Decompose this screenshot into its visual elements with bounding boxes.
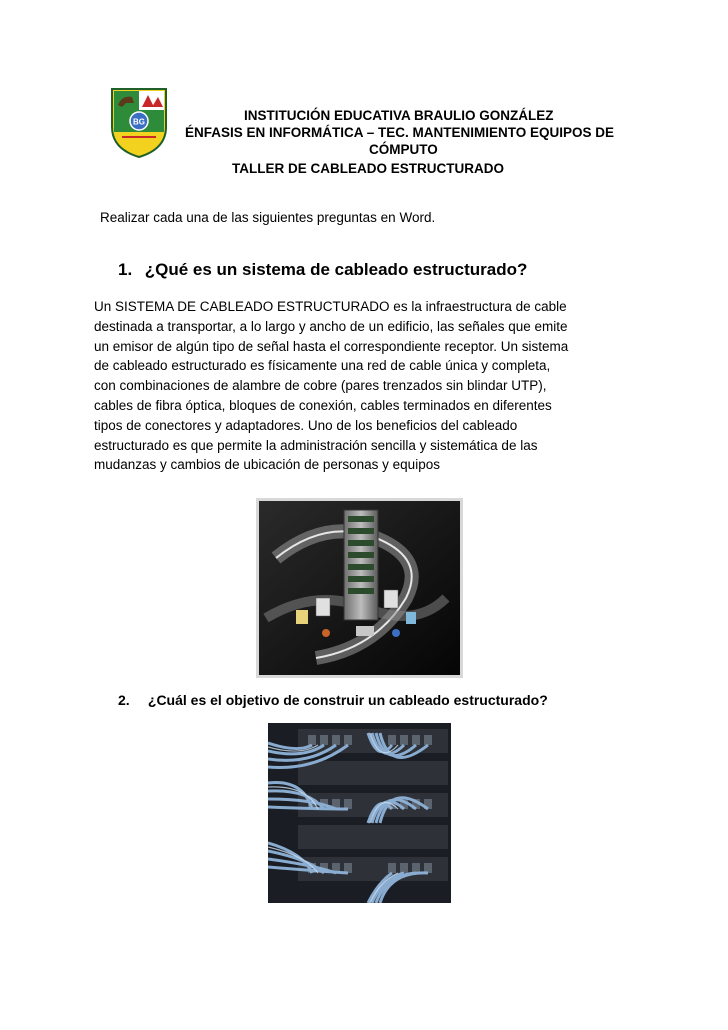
question-2-heading — [118, 692, 548, 708]
question-1-number: 1. — [118, 260, 133, 279]
emphasis-line: ÉNFASIS EN INFORMÁTICA – TEC. MANTENIMIENTO EQUIPOS DE — [185, 125, 615, 140]
question-1-text: ¿Qué es un sistema de cableado estructurado? — [144, 260, 528, 279]
question-1-heading — [118, 260, 527, 280]
school-crest-logo — [108, 85, 170, 159]
institution-name: INSTITUCIÓN EDUCATIVA BRAULIO GONZÁLEZ — [244, 108, 554, 123]
answer-line: de cableado estructurado es físicamente una red de cable única y completa, — [94, 358, 551, 374]
question-2-number: 2. — [118, 692, 130, 708]
answer-line: mudanzas y cambios de ubicación de personas y equipos — [94, 457, 440, 473]
structured-cabling-illustration — [256, 498, 463, 678]
answer-line: con combinaciones de alambre de cobre (pares trenzados sin blindar UTP), — [94, 378, 547, 394]
emphasis-line-continued: CÓMPUTO — [369, 142, 438, 157]
answer-line: tipos de conectores y adaptadores. Uno de los beneficios del cableado — [94, 417, 518, 433]
crest-initials: BG — [133, 117, 145, 127]
answer-1-paragraph — [94, 297, 634, 475]
workshop-title: TALLER DE CABLEADO ESTRUCTURADO — [232, 161, 504, 176]
instruction-text: Realizar cada una de las siguientes preguntas en Word. — [100, 210, 436, 225]
answer-line: cables de fibra óptica, bloques de conexión, cables terminados en diferentes — [94, 397, 552, 413]
answer-line: Un SISTEMA DE CABLEADO ESTRUCTURADO es la infraestructura de cable — [94, 299, 567, 314]
patch-panel-photo — [268, 723, 451, 903]
answer-line: destinada a transportar, a lo largo y ancho de un edificio, las señales que emite — [94, 318, 568, 334]
answer-line: un emisor de algún tipo de señal hasta el correspondiente receptor. Un sistema — [94, 338, 569, 354]
question-2-text: ¿Cuál es el objetivo de construir un cableado estructurado? — [147, 692, 548, 708]
answer-line: estructurado es que permite la administración sencilla y sistemática de las — [94, 437, 538, 453]
